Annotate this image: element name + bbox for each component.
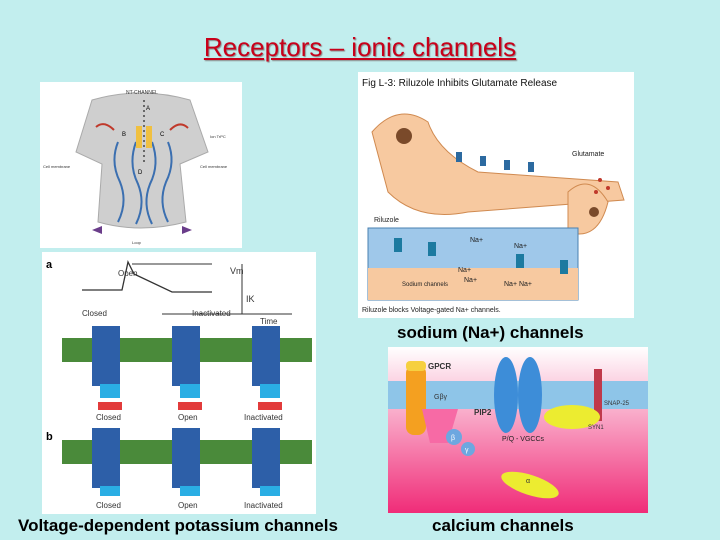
sodium-caption: sodium (Na+) channels (397, 323, 584, 342)
glutamate-receptor-figure (40, 82, 242, 248)
sodium-channels-label: Sodium channels (402, 282, 449, 288)
glutamate-label-c: C (160, 132, 165, 138)
riluzole-figure (358, 72, 634, 318)
glutamate-label-a: A (146, 106, 151, 112)
riluzole-label: Riluzole (374, 217, 399, 224)
potassium-time-label: Time (260, 317, 278, 326)
alpha-label: α (526, 478, 531, 485)
riluzole-ion-2: Na+ (514, 243, 528, 250)
row-b-state-2: Open (178, 501, 198, 510)
riluzole-footer: Riluzole blocks Voltage-gated Na+ channels. (362, 307, 501, 314)
potassium-vm-label: Vm (230, 266, 244, 276)
gpcr-label: GPCR (428, 362, 452, 371)
snap25-label: SNAP-25 (604, 401, 630, 407)
riluzole-ion-3: Na+ (458, 267, 472, 274)
row-a-state-2: Open (178, 413, 198, 422)
glutamate-bottom-label: Loop (132, 240, 141, 245)
glutamate-label-d: D (138, 170, 143, 176)
slide-title: Receptors – ionic channels (203, 32, 517, 62)
potassium-inactivated-label: Inactivated (192, 309, 231, 318)
glutamate-top-label: NT-CHANNEL (126, 90, 158, 96)
row-a-state-3: Inactivated (244, 413, 283, 422)
calcium-figure (388, 347, 648, 513)
glutamate-right-membrane-label: Cell membrane (200, 164, 228, 169)
gamma-label: γ (465, 447, 469, 454)
pq-vgcc-label: P/Q - VGCCs (502, 436, 545, 443)
beta-label: β (451, 435, 456, 442)
glutamate-left-membrane-label: Cell membrane (43, 164, 71, 169)
calcium-caption: calcium channels (432, 516, 574, 535)
potassium-panel-a: a (46, 259, 53, 271)
riluzole-ion-5: Na+ Na+ (504, 281, 533, 288)
potassium-closed-label: Closed (82, 309, 107, 318)
row-a-state-1: Closed (96, 413, 121, 422)
riluzole-ion-4: Na+ (464, 277, 478, 284)
gbg-label: Gβγ (434, 394, 447, 401)
potassium-figure (42, 252, 316, 514)
glutamate-right-top-label: Ion TrPC (210, 134, 226, 139)
row-b-state-1: Closed (96, 501, 121, 510)
potassium-ik-label: IK (246, 294, 255, 304)
potassium-open-label: Open (118, 269, 138, 278)
pip2-label: PIP2 (474, 408, 492, 417)
riluzole-ion-1: Na+ (470, 237, 484, 244)
glutamate-label-b: B (122, 132, 127, 138)
glutamate-label: Glutamate (572, 151, 605, 158)
syn1-label: SYN1 (588, 425, 604, 431)
potassium-caption: Voltage-dependent potassium channels (18, 516, 338, 535)
potassium-panel-b: b (46, 431, 53, 443)
row-b-state-3: Inactivated (244, 501, 283, 510)
riluzole-heading: Fig L-3: Riluzole Inhibits Glutamate Release (362, 78, 558, 89)
